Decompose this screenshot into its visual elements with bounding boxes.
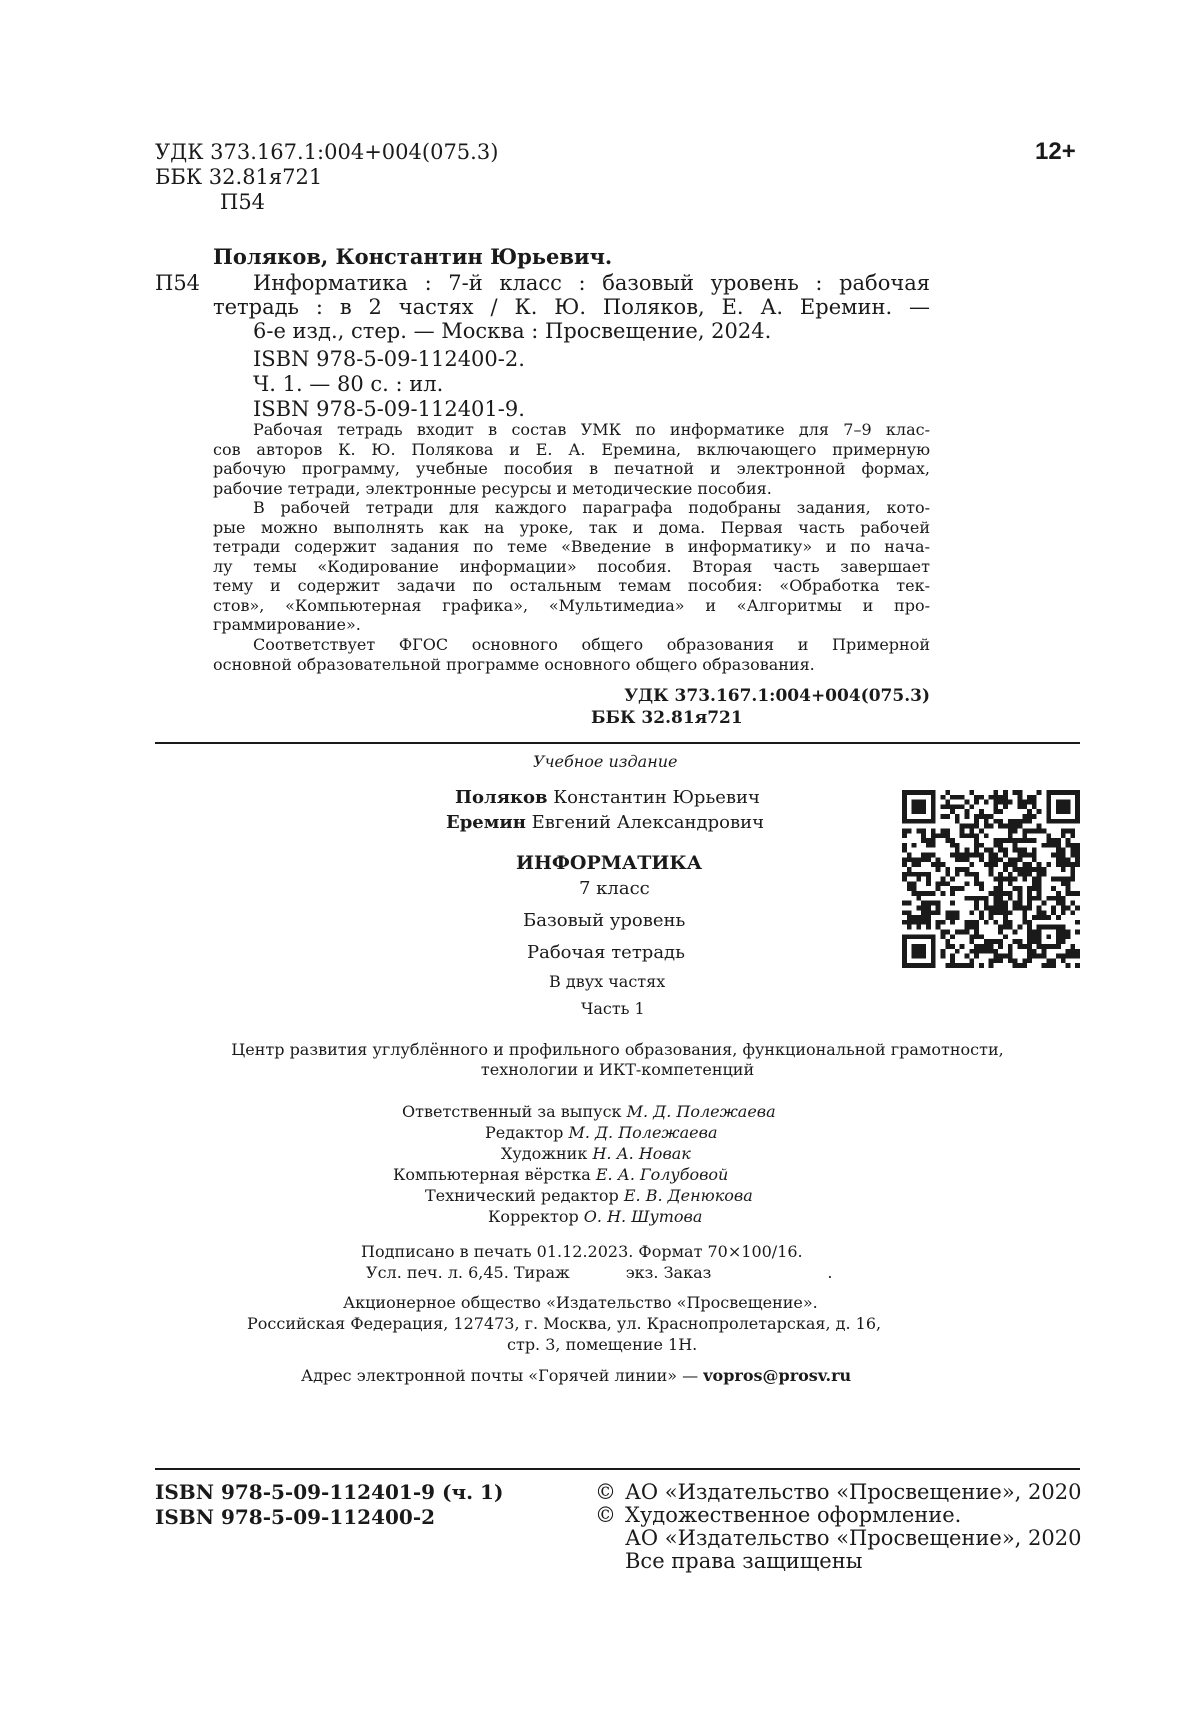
credits-block [380, 1102, 900, 1228]
section-divider [155, 742, 1080, 744]
catalog-code: П54 [155, 271, 201, 295]
abstract-line: рые можно выполнять как на уроке, так и дома. Первая часть рабочей [213, 517, 930, 537]
copyright-line-3: АО «Издательство «Просвещение», 2020 [625, 1526, 1082, 1550]
credit-row: Художник Н. А. Новак [501, 1144, 691, 1163]
publisher-line-3: стр. 3, помещение 1Н. [507, 1335, 698, 1354]
author-1 [455, 787, 760, 808]
copyright-symbol-2: © [595, 1503, 616, 1527]
catalog-abstract-1 [213, 420, 930, 498]
book-part: Часть 1 [581, 999, 645, 1018]
abstract-line: лу темы «Кодирование информации» пособия. Вторая часть завершает [213, 556, 930, 576]
book-grade: 7 класс [579, 878, 650, 899]
catalog-author: Поляков, Константин Юрьевич. [213, 244, 613, 269]
book-parts: В двух частях [549, 972, 666, 991]
catalog-isbn-part: ISBN 978-5-09-112401-9. [253, 397, 525, 421]
abstract-line: В рабочей тетради для каждого параграфа подобраны задания, кото- [253, 498, 930, 517]
copyright-line-1: АО «Издательство «Просвещение», 2020 [625, 1480, 1082, 1504]
credit-row: Ответственный за выпуск М. Д. Полежаева [402, 1102, 776, 1121]
catalog-bbk-right: ББК 32.81я721 [591, 708, 743, 728]
author-1-last: Поляков [455, 787, 548, 808]
abstract-line: тему и содержит задачи по остальным темам пособия: «Обработка тек- [213, 576, 930, 595]
printing-line-1: Подписано в печать 01.12.2023. Формат 70×100/16. [361, 1242, 803, 1261]
bbk-code: ББК 32.81я721 [155, 165, 323, 189]
publisher-line-2: Российская Федерация, 127473, г. Москва, ул. Краснопролетарская, д. 16, [247, 1314, 882, 1333]
footer-isbn-2: ISBN 978-5-09-112400-2 [155, 1505, 436, 1529]
author-2-last: Еремин [446, 812, 526, 833]
catalog-udk-right: УДК 373.167.1:004+004(075.3) [624, 686, 930, 706]
credit-row: Компьютерная вёрстка Е. А. Голубовой [393, 1165, 729, 1184]
abstract-line: стов», «Компьютерная графика», «Мультимедиа» и «Алгоритмы и про- [213, 595, 930, 615]
catalog-title-line: Информатика : 7-й класс : базовый уровень : рабочая [253, 271, 930, 295]
catalog-abstract-2 [213, 498, 930, 635]
catalog-title-line: тетрадь : в 2 частях / К. Ю. Поляков, Е. А. Еремин. — [213, 295, 930, 319]
center-line-2: технологии и ИКТ-компетенций [480, 1060, 755, 1079]
author-2 [446, 812, 764, 833]
abstract-line: рабочую программу, учебные пособия в печатной и электронной формах, [213, 459, 930, 478]
center-line-1: Центр развития углублённого и профильного образования, функциональной грамотности, [231, 1040, 1004, 1059]
abstract-line: тетради содержит задания по теме «Введение в информатику» и по нача- [213, 537, 930, 556]
abstract-line: сов авторов К. Ю. Полякова и Е. А. Еремина, включающего примерную [213, 439, 930, 459]
email-link: vopros@prosv.ru [703, 1366, 852, 1385]
copyright-symbol-1: © [595, 1480, 616, 1504]
hotline-email: Адрес электронной почты «Горячей линии» — vopros@prosv.ru [301, 1366, 852, 1385]
footer-divider [155, 1468, 1080, 1470]
catalog-title-line: 6-е изд., стер. — Москва : Просвещение, 2024. [253, 319, 772, 343]
book-type: Рабочая тетрадь [527, 942, 685, 963]
footer-isbn-1: ISBN 978-5-09-112401-9 (ч. 1) [155, 1480, 504, 1504]
edition-label: Учебное издание [533, 752, 678, 771]
book-title: ИНФОРМАТИКА [516, 852, 703, 874]
abstract-line: основной образовательной программе основного общего образования. [213, 654, 815, 674]
author-2-rest: Евгений Александрович [531, 812, 764, 833]
abstract-line: рабочие тетради, электронные ресурсы и методические пособия. [213, 478, 772, 498]
book-level: Базовый уровень [523, 910, 686, 931]
qr-code-icon [902, 790, 1080, 968]
abstract-line: Соответствует ФГОС основного общего образования и Примерной [253, 635, 930, 654]
author-1-rest: Константин Юрьевич [553, 787, 760, 808]
publisher-line-1: Акционерное общество «Издательство «Просвещение». [343, 1293, 818, 1312]
catalog-abstract-3 [213, 635, 930, 674]
udk-code: УДК 373.167.1:004+004(075.3) [155, 140, 499, 164]
catalog-part-info: Ч. 1. — 80 с. : ил. [253, 372, 444, 396]
abstract-line: Рабочая тетрадь входит в состав УМК по информатике для 7–9 клас- [253, 420, 930, 439]
credit-row: Редактор М. Д. Полежаева [485, 1123, 718, 1142]
rights-reserved: Все права защищены [625, 1549, 863, 1573]
printing-line-2: Усл. печ. л. 6,45. Тираж экз. Заказ . [366, 1263, 833, 1282]
copyright-line-2: Художественное оформление. [625, 1503, 962, 1527]
abstract-line: граммирование». [213, 615, 361, 634]
credit-row: Корректор О. Н. Шутова [488, 1207, 703, 1226]
classification-code: П54 [220, 190, 266, 214]
catalog-title-block [213, 271, 930, 343]
catalog-isbn-set: ISBN 978-5-09-112400-2. [253, 347, 525, 371]
age-rating-badge: 12+ [1035, 138, 1076, 165]
credit-row: Технический редактор Е. В. Денюкова [425, 1186, 753, 1205]
